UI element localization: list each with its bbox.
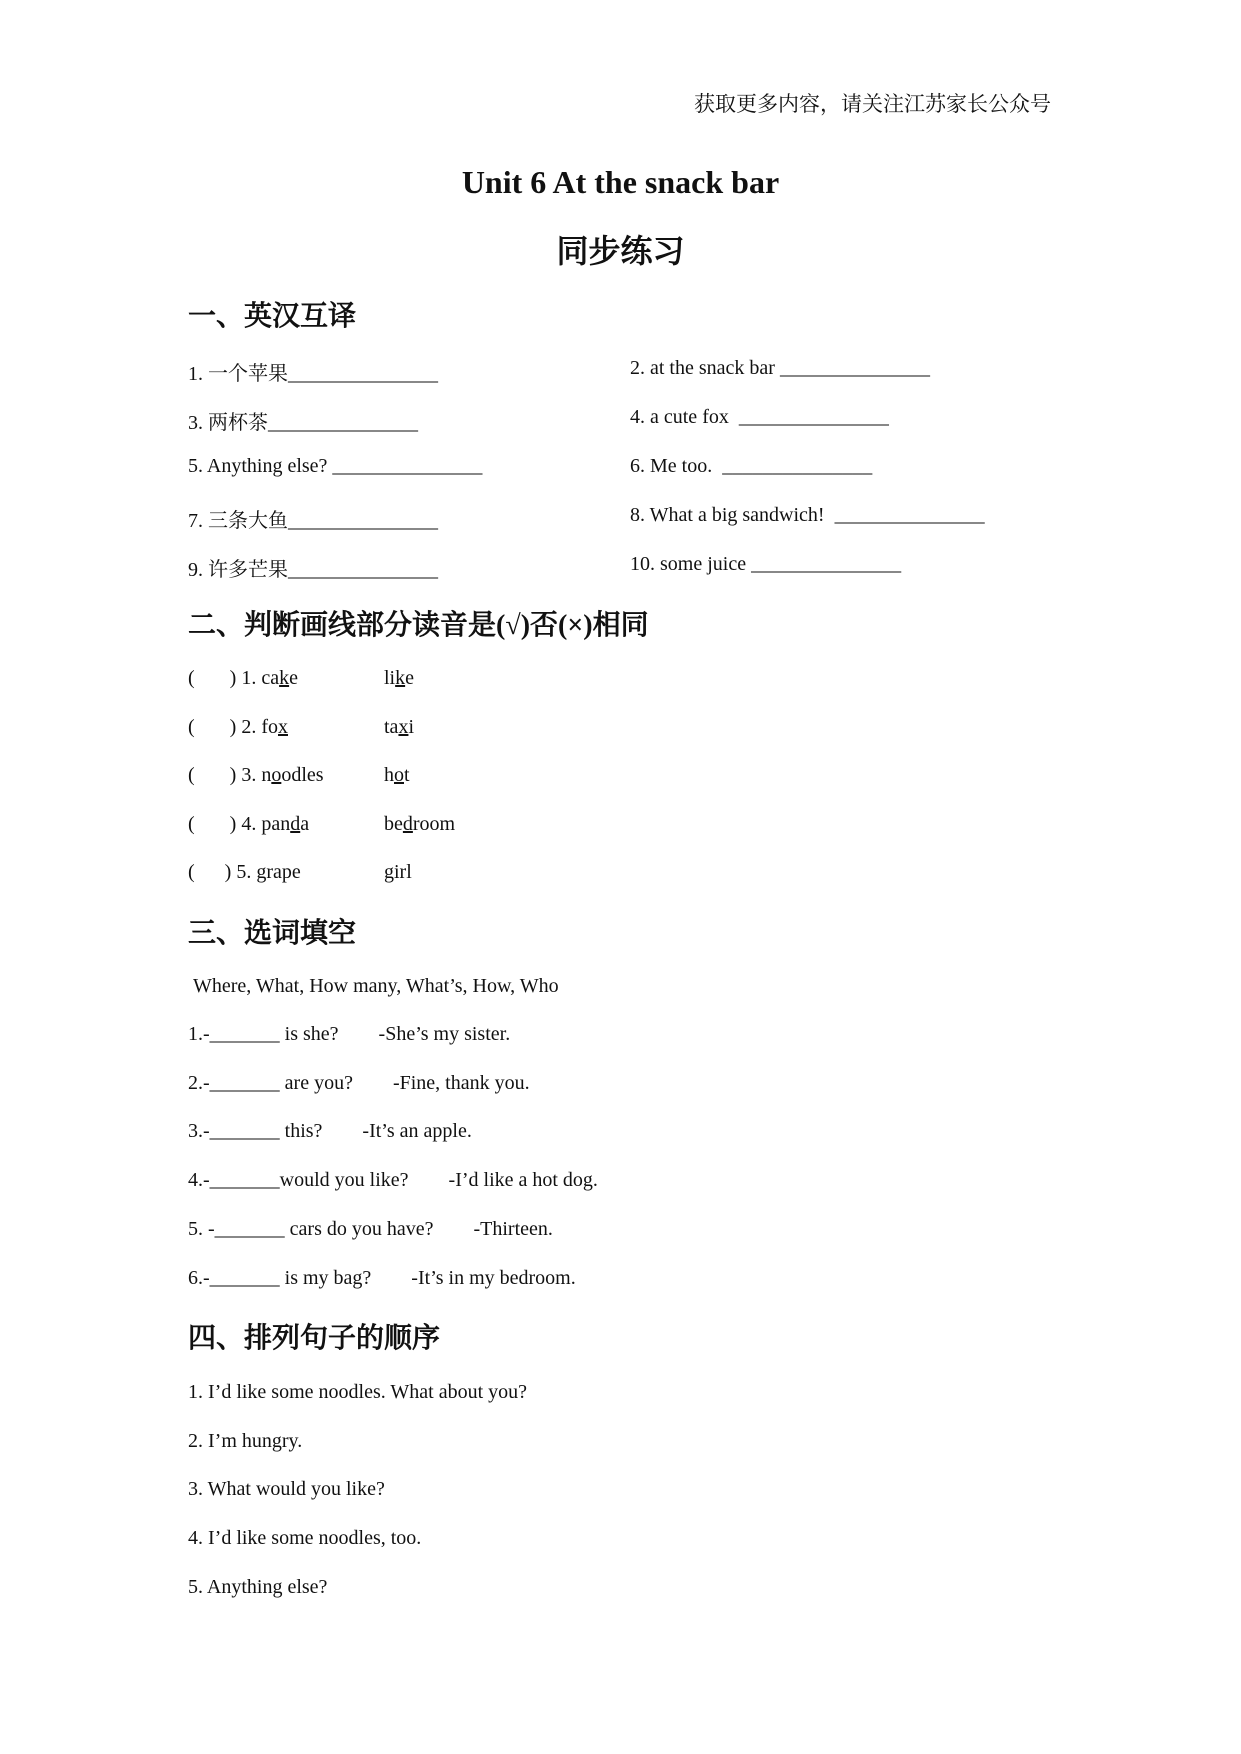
word-part: i bbox=[408, 715, 414, 738]
section3-heading: 三、选词填空 bbox=[188, 918, 357, 949]
translation-item: 3. 两杯茶_______________ bbox=[188, 412, 418, 434]
underlined-letter: x bbox=[398, 715, 409, 738]
word-part: li bbox=[384, 667, 396, 689]
word-part: h bbox=[384, 764, 394, 786]
word bbox=[261, 716, 288, 738]
translation-item: 5. Anything else? _______________ bbox=[188, 455, 483, 477]
fill-blank-item: 6.-_______ is my bag? -It’s in my bedroom. bbox=[188, 1266, 576, 1289]
phonics-item bbox=[188, 812, 456, 836]
word-part: be bbox=[384, 812, 403, 835]
sentence-item: 3. What would you like? bbox=[188, 1478, 385, 1501]
fill-blank-item: 5. -_______ cars do you have? -Thirteen. bbox=[188, 1217, 553, 1240]
phonics-item bbox=[188, 861, 412, 884]
section4-heading: 四、排列句子的顺序 bbox=[188, 1323, 441, 1354]
word-part: irl bbox=[394, 861, 412, 883]
underlined-letter: g bbox=[256, 861, 267, 883]
word bbox=[256, 861, 300, 883]
phonics-item bbox=[188, 715, 414, 739]
translation-item: 8. What a big sandwich! _______________ bbox=[630, 504, 985, 526]
translation-item: 4. a cute fox _______________ bbox=[630, 406, 889, 428]
sentence-item: 1. I’d like some noodles. What about you? bbox=[188, 1381, 528, 1403]
fill-blank-item: 2.-_______ are you? -Fine, thank you. bbox=[188, 1071, 530, 1094]
sentence-item: 5. Anything else? bbox=[188, 1575, 328, 1598]
answer-bracket[interactable]: ( ) 2. bbox=[188, 715, 262, 738]
word bbox=[384, 667, 414, 690]
translation-item: 9. 许多芒果_______________ bbox=[188, 559, 438, 581]
word-part: t bbox=[404, 764, 410, 786]
word-part: fo bbox=[261, 715, 278, 738]
word-part: e bbox=[289, 667, 298, 689]
word-part: pan bbox=[261, 812, 291, 835]
sentence-item: 2. I’m hungry. bbox=[188, 1429, 303, 1452]
header-note: 获取更多内容，请关注江苏家长公众号 bbox=[694, 92, 1051, 116]
answer-bracket[interactable]: ( ) 5. bbox=[188, 861, 257, 883]
underlined-letter: d bbox=[290, 812, 301, 835]
page-title: Unit 6 At the snack bar bbox=[461, 164, 780, 200]
phonics-item bbox=[188, 764, 410, 787]
answer-bracket[interactable]: ( ) 3. bbox=[188, 764, 262, 786]
word bbox=[261, 667, 298, 689]
translation-item: 7. 三条大鱼_______________ bbox=[188, 510, 438, 532]
word bbox=[384, 813, 455, 836]
word bbox=[261, 764, 323, 786]
underlined-letter: o bbox=[394, 764, 404, 786]
word-part: a bbox=[300, 812, 310, 835]
word-part: room bbox=[412, 812, 456, 835]
page-subtitle: 同步练习 bbox=[556, 233, 685, 269]
translation-item: 6. Me too. _______________ bbox=[630, 455, 873, 477]
word-part: e bbox=[405, 667, 415, 689]
word-bank: Where, What, How many, What’s, How, Who bbox=[193, 975, 559, 997]
word-part: ta bbox=[384, 715, 399, 738]
translation-item: 2. at the snack bar _______________ bbox=[630, 357, 930, 379]
word-part: odles bbox=[281, 764, 324, 786]
word-part: rape bbox=[266, 861, 301, 883]
word bbox=[384, 764, 410, 787]
word bbox=[384, 861, 412, 884]
underlined-letter: k bbox=[395, 667, 406, 689]
sentence-item: 4. I’d like some noodles, too. bbox=[188, 1527, 422, 1550]
underlined-letter: d bbox=[402, 812, 413, 835]
fill-blank-item: 3.-_______ this? -It’s an apple. bbox=[188, 1120, 472, 1143]
fill-blank-item: 4.-_______would you like? -I’d like a hot dog. bbox=[188, 1169, 598, 1192]
answer-bracket[interactable]: ( ) 1. bbox=[188, 667, 262, 689]
word-part: ca bbox=[261, 667, 280, 689]
section1-heading: 一、英汉互译 bbox=[188, 301, 357, 332]
word-part: n bbox=[261, 764, 272, 786]
fill-blank-item: 1.-_______ is she? -She’s my sister. bbox=[188, 1023, 511, 1045]
answer-bracket[interactable]: ( ) 4. bbox=[188, 812, 262, 835]
translation-item: 10. some juice _______________ bbox=[630, 553, 902, 575]
underlined-letter: x bbox=[278, 715, 288, 738]
section2-heading: 二、判断画线部分读音是(√)否(×)相同 bbox=[188, 610, 649, 641]
word bbox=[384, 716, 414, 739]
underlined-letter: k bbox=[279, 667, 290, 689]
translation-item: 1. 一个苹果_______________ bbox=[188, 363, 438, 385]
underlined-letter: g bbox=[384, 861, 394, 883]
word bbox=[261, 813, 309, 835]
phonics-item bbox=[188, 667, 415, 690]
underlined-letter: o bbox=[271, 764, 282, 786]
